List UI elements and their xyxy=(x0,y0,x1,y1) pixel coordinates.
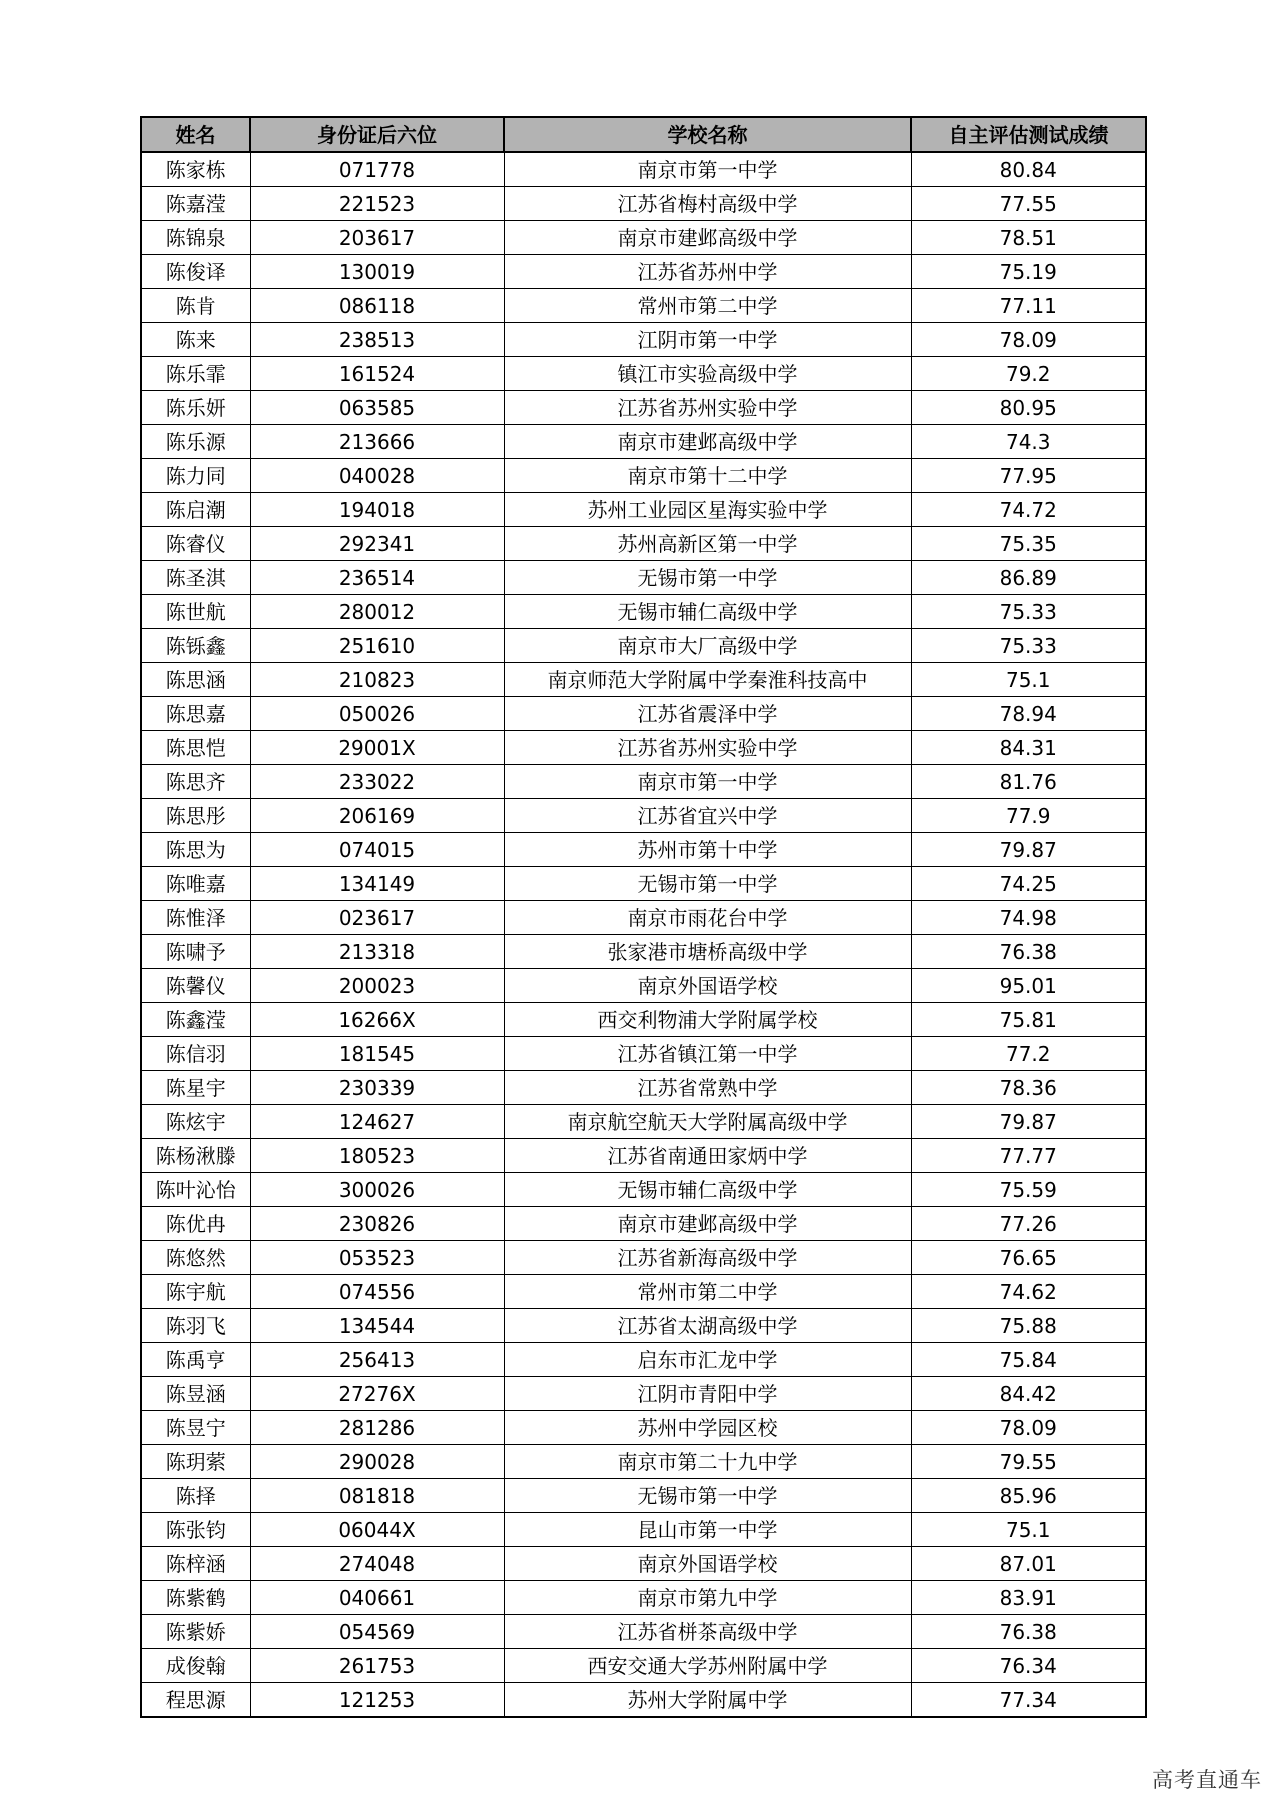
cell-name: 陈紫娇 xyxy=(141,1615,250,1649)
cell-school: 南京师范大学附属中学秦淮科技高中 xyxy=(504,663,911,697)
cell-id-last-six: 238513 xyxy=(250,323,504,357)
cell-score: 78.94 xyxy=(911,697,1146,731)
cell-school: 江苏省南通田家炳中学 xyxy=(504,1139,911,1173)
cell-name: 陈铄鑫 xyxy=(141,629,250,663)
cell-name: 陈梓涵 xyxy=(141,1547,250,1581)
cell-score: 79.87 xyxy=(911,1105,1146,1139)
cell-school: 南京外国语学校 xyxy=(504,1547,911,1581)
cell-id-last-six: 290028 xyxy=(250,1445,504,1479)
cell-score: 79.2 xyxy=(911,357,1146,391)
cell-name: 陈力同 xyxy=(141,459,250,493)
cell-id-last-six: 251610 xyxy=(250,629,504,663)
cell-school: 江苏省苏州中学 xyxy=(504,255,911,289)
cell-school: 江阴市青阳中学 xyxy=(504,1377,911,1411)
table-row xyxy=(141,1241,1146,1275)
cell-name: 陈唯嘉 xyxy=(141,867,250,901)
cell-name: 陈杨湫滕 xyxy=(141,1139,250,1173)
cell-school: 江苏省新海高级中学 xyxy=(504,1241,911,1275)
cell-name: 陈惟泽 xyxy=(141,901,250,935)
cell-score: 74.72 xyxy=(911,493,1146,527)
cell-school: 南京市建邺高级中学 xyxy=(504,425,911,459)
cell-name: 陈嘉滢 xyxy=(141,187,250,221)
cell-name: 程思源 xyxy=(141,1683,250,1718)
cell-school: 南京市第十二中学 xyxy=(504,459,911,493)
cell-score: 75.59 xyxy=(911,1173,1146,1207)
table-row xyxy=(141,1445,1146,1479)
cell-score: 75.81 xyxy=(911,1003,1146,1037)
cell-id-last-six: 200023 xyxy=(250,969,504,1003)
header-name: 姓名 xyxy=(141,117,250,152)
cell-id-last-six: 180523 xyxy=(250,1139,504,1173)
cell-name: 陈禹亨 xyxy=(141,1343,250,1377)
cell-id-last-six: 071778 xyxy=(250,152,504,187)
cell-id-last-six: 261753 xyxy=(250,1649,504,1683)
cell-id-last-six: 274048 xyxy=(250,1547,504,1581)
table-row xyxy=(141,1581,1146,1615)
cell-school: 无锡市第一中学 xyxy=(504,561,911,595)
cell-id-last-six: 074015 xyxy=(250,833,504,867)
table-row xyxy=(141,289,1146,323)
cell-name: 陈紫鹤 xyxy=(141,1581,250,1615)
table-row xyxy=(141,731,1146,765)
table-row xyxy=(141,425,1146,459)
cell-id-last-six: 300026 xyxy=(250,1173,504,1207)
cell-id-last-six: 213318 xyxy=(250,935,504,969)
cell-name: 陈鑫滢 xyxy=(141,1003,250,1037)
cell-id-last-six: 230826 xyxy=(250,1207,504,1241)
cell-score: 80.84 xyxy=(911,152,1146,187)
cell-name: 陈思嘉 xyxy=(141,697,250,731)
table-row xyxy=(141,255,1146,289)
cell-score: 77.77 xyxy=(911,1139,1146,1173)
cell-name: 陈圣淇 xyxy=(141,561,250,595)
table-row xyxy=(141,187,1146,221)
score-table xyxy=(140,116,1147,1718)
cell-score: 78.09 xyxy=(911,1411,1146,1445)
cell-school: 南京市建邺高级中学 xyxy=(504,1207,911,1241)
table-row xyxy=(141,1275,1146,1309)
table-row xyxy=(141,1105,1146,1139)
table-row xyxy=(141,357,1146,391)
cell-id-last-six: 053523 xyxy=(250,1241,504,1275)
table-row xyxy=(141,1649,1146,1683)
cell-score: 77.55 xyxy=(911,187,1146,221)
cell-id-last-six: 181545 xyxy=(250,1037,504,1071)
cell-score: 77.95 xyxy=(911,459,1146,493)
cell-name: 陈肯 xyxy=(141,289,250,323)
cell-score: 78.51 xyxy=(911,221,1146,255)
cell-id-last-six: 040028 xyxy=(250,459,504,493)
cell-score: 84.31 xyxy=(911,731,1146,765)
cell-score: 75.33 xyxy=(911,629,1146,663)
cell-id-last-six: 081818 xyxy=(250,1479,504,1513)
table-row xyxy=(141,1683,1146,1718)
cell-name: 陈张钧 xyxy=(141,1513,250,1547)
cell-name: 陈思涵 xyxy=(141,663,250,697)
cell-name: 陈乐妍 xyxy=(141,391,250,425)
cell-score: 78.36 xyxy=(911,1071,1146,1105)
cell-school: 江苏省梅村高级中学 xyxy=(504,187,911,221)
table-row xyxy=(141,493,1146,527)
cell-score: 85.96 xyxy=(911,1479,1146,1513)
cell-name: 陈启潮 xyxy=(141,493,250,527)
cell-id-last-six: 161524 xyxy=(250,357,504,391)
cell-name: 陈思恺 xyxy=(141,731,250,765)
cell-id-last-six: 134149 xyxy=(250,867,504,901)
cell-name: 陈叶沁怡 xyxy=(141,1173,250,1207)
table-row xyxy=(141,1547,1146,1581)
cell-school: 西交利物浦大学附属学校 xyxy=(504,1003,911,1037)
cell-name: 陈优冉 xyxy=(141,1207,250,1241)
cell-score: 76.65 xyxy=(911,1241,1146,1275)
table-row xyxy=(141,833,1146,867)
table-body xyxy=(141,152,1146,1717)
cell-school: 常州市第二中学 xyxy=(504,289,911,323)
cell-school: 江苏省常熟中学 xyxy=(504,1071,911,1105)
cell-score: 74.25 xyxy=(911,867,1146,901)
table-row xyxy=(141,867,1146,901)
table-row xyxy=(141,561,1146,595)
cell-school: 江苏省镇江第一中学 xyxy=(504,1037,911,1071)
cell-id-last-six: 050026 xyxy=(250,697,504,731)
table-row xyxy=(141,969,1146,1003)
cell-score: 76.34 xyxy=(911,1649,1146,1683)
table-row xyxy=(141,901,1146,935)
table-row xyxy=(141,765,1146,799)
cell-score: 78.09 xyxy=(911,323,1146,357)
cell-id-last-six: 134544 xyxy=(250,1309,504,1343)
cell-school: 江苏省宜兴中学 xyxy=(504,799,911,833)
cell-name: 陈思为 xyxy=(141,833,250,867)
cell-id-last-six: 213666 xyxy=(250,425,504,459)
table-row xyxy=(141,1513,1146,1547)
table-row xyxy=(141,935,1146,969)
cell-school: 江苏省苏州实验中学 xyxy=(504,731,911,765)
cell-id-last-six: 221523 xyxy=(250,187,504,221)
cell-score: 75.33 xyxy=(911,595,1146,629)
cell-name: 陈馨仪 xyxy=(141,969,250,1003)
cell-name: 陈啸予 xyxy=(141,935,250,969)
cell-name: 陈玥萦 xyxy=(141,1445,250,1479)
cell-id-last-six: 292341 xyxy=(250,527,504,561)
cell-school: 苏州中学园区校 xyxy=(504,1411,911,1445)
cell-school: 江苏省太湖高级中学 xyxy=(504,1309,911,1343)
table-row xyxy=(141,1615,1146,1649)
table-row xyxy=(141,1479,1146,1513)
table-row xyxy=(141,1139,1146,1173)
cell-score: 77.9 xyxy=(911,799,1146,833)
cell-name: 陈睿仪 xyxy=(141,527,250,561)
cell-name: 陈乐源 xyxy=(141,425,250,459)
cell-id-last-six: 203617 xyxy=(250,221,504,255)
cell-score: 79.55 xyxy=(911,1445,1146,1479)
cell-id-last-six: 194018 xyxy=(250,493,504,527)
cell-school: 南京市第一中学 xyxy=(504,765,911,799)
cell-name: 陈世航 xyxy=(141,595,250,629)
cell-name: 成俊翰 xyxy=(141,1649,250,1683)
cell-id-last-six: 27276X xyxy=(250,1377,504,1411)
table-row xyxy=(141,1309,1146,1343)
cell-score: 83.91 xyxy=(911,1581,1146,1615)
table-row xyxy=(141,1003,1146,1037)
cell-name: 陈炫宇 xyxy=(141,1105,250,1139)
cell-id-last-six: 29001X xyxy=(250,731,504,765)
cell-school: 南京市第一中学 xyxy=(504,152,911,187)
cell-score: 81.76 xyxy=(911,765,1146,799)
cell-id-last-six: 121253 xyxy=(250,1683,504,1718)
cell-school: 常州市第二中学 xyxy=(504,1275,911,1309)
cell-name: 陈悠然 xyxy=(141,1241,250,1275)
cell-school: 南京市雨花台中学 xyxy=(504,901,911,935)
cell-school: 无锡市辅仁高级中学 xyxy=(504,1173,911,1207)
table-row xyxy=(141,459,1146,493)
table-row xyxy=(141,629,1146,663)
cell-score: 75.1 xyxy=(911,663,1146,697)
cell-id-last-six: 236514 xyxy=(250,561,504,595)
cell-id-last-six: 233022 xyxy=(250,765,504,799)
table-row xyxy=(141,697,1146,731)
cell-score: 77.26 xyxy=(911,1207,1146,1241)
cell-school: 苏州市第十中学 xyxy=(504,833,911,867)
table-row xyxy=(141,1173,1146,1207)
cell-name: 陈思齐 xyxy=(141,765,250,799)
cell-id-last-six: 074556 xyxy=(250,1275,504,1309)
table-row xyxy=(141,391,1146,425)
cell-name: 陈思彤 xyxy=(141,799,250,833)
cell-name: 陈星宇 xyxy=(141,1071,250,1105)
cell-score: 75.1 xyxy=(911,1513,1146,1547)
cell-school: 江苏省栟茶高级中学 xyxy=(504,1615,911,1649)
cell-school: 南京市建邺高级中学 xyxy=(504,221,911,255)
cell-school: 无锡市第一中学 xyxy=(504,1479,911,1513)
cell-score: 79.87 xyxy=(911,833,1146,867)
cell-school: 昆山市第一中学 xyxy=(504,1513,911,1547)
cell-school: 苏州大学附属中学 xyxy=(504,1683,911,1718)
header-id-last-six: 身份证后六位 xyxy=(250,117,504,152)
cell-name: 陈宇航 xyxy=(141,1275,250,1309)
table-row xyxy=(141,323,1146,357)
table-row xyxy=(141,221,1146,255)
cell-school: 南京市大厂高级中学 xyxy=(504,629,911,663)
cell-score: 87.01 xyxy=(911,1547,1146,1581)
cell-id-last-six: 124627 xyxy=(250,1105,504,1139)
cell-school: 苏州工业园区星海实验中学 xyxy=(504,493,911,527)
cell-id-last-six: 054569 xyxy=(250,1615,504,1649)
table-row xyxy=(141,595,1146,629)
cell-id-last-six: 210823 xyxy=(250,663,504,697)
table-row xyxy=(141,1377,1146,1411)
table-row xyxy=(141,527,1146,561)
cell-score: 75.84 xyxy=(911,1343,1146,1377)
cell-score: 74.62 xyxy=(911,1275,1146,1309)
cell-score: 74.98 xyxy=(911,901,1146,935)
cell-score: 76.38 xyxy=(911,935,1146,969)
cell-score: 75.35 xyxy=(911,527,1146,561)
cell-score: 77.2 xyxy=(911,1037,1146,1071)
table-row xyxy=(141,799,1146,833)
cell-id-last-six: 16266X xyxy=(250,1003,504,1037)
cell-school: 南京航空航天大学附属高级中学 xyxy=(504,1105,911,1139)
cell-score: 86.89 xyxy=(911,561,1146,595)
cell-score: 95.01 xyxy=(911,969,1146,1003)
cell-id-last-six: 023617 xyxy=(250,901,504,935)
cell-school: 无锡市第一中学 xyxy=(504,867,911,901)
cell-name: 陈乐霏 xyxy=(141,357,250,391)
cell-name: 陈锦泉 xyxy=(141,221,250,255)
cell-school: 无锡市辅仁高级中学 xyxy=(504,595,911,629)
cell-school: 南京市第九中学 xyxy=(504,1581,911,1615)
cell-score: 77.11 xyxy=(911,289,1146,323)
table-row xyxy=(141,1411,1146,1445)
table-row xyxy=(141,152,1146,187)
watermark: 高考直通车 xyxy=(1152,1768,1262,1792)
table-row xyxy=(141,1207,1146,1241)
cell-score: 77.34 xyxy=(911,1683,1146,1718)
cell-id-last-six: 063585 xyxy=(250,391,504,425)
cell-id-last-six: 130019 xyxy=(250,255,504,289)
cell-score: 74.3 xyxy=(911,425,1146,459)
table-row xyxy=(141,1343,1146,1377)
cell-score: 76.38 xyxy=(911,1615,1146,1649)
cell-name: 陈昱涵 xyxy=(141,1377,250,1411)
cell-score: 75.19 xyxy=(911,255,1146,289)
cell-id-last-six: 280012 xyxy=(250,595,504,629)
cell-id-last-six: 206169 xyxy=(250,799,504,833)
table-row xyxy=(141,1071,1146,1105)
cell-school: 江苏省震泽中学 xyxy=(504,697,911,731)
cell-school: 启东市汇龙中学 xyxy=(504,1343,911,1377)
cell-id-last-six: 281286 xyxy=(250,1411,504,1445)
table-header-row xyxy=(141,117,1146,152)
cell-name: 陈羽飞 xyxy=(141,1309,250,1343)
cell-name: 陈家栋 xyxy=(141,152,250,187)
cell-score: 75.88 xyxy=(911,1309,1146,1343)
cell-school: 苏州高新区第一中学 xyxy=(504,527,911,561)
cell-school: 江苏省苏州实验中学 xyxy=(504,391,911,425)
cell-school: 西安交通大学苏州附属中学 xyxy=(504,1649,911,1683)
cell-school: 镇江市实验高级中学 xyxy=(504,357,911,391)
cell-school: 南京市第二十九中学 xyxy=(504,1445,911,1479)
header-score: 自主评估测试成绩 xyxy=(911,117,1146,152)
cell-school: 张家港市塘桥高级中学 xyxy=(504,935,911,969)
header-school: 学校名称 xyxy=(504,117,911,152)
cell-school: 江阴市第一中学 xyxy=(504,323,911,357)
cell-id-last-six: 230339 xyxy=(250,1071,504,1105)
cell-score: 80.95 xyxy=(911,391,1146,425)
cell-name: 陈择 xyxy=(141,1479,250,1513)
cell-name: 陈昱宁 xyxy=(141,1411,250,1445)
cell-school: 南京外国语学校 xyxy=(504,969,911,1003)
cell-score: 84.42 xyxy=(911,1377,1146,1411)
cell-id-last-six: 086118 xyxy=(250,289,504,323)
cell-id-last-six: 06044X xyxy=(250,1513,504,1547)
table-row xyxy=(141,1037,1146,1071)
cell-name: 陈来 xyxy=(141,323,250,357)
cell-name: 陈信羽 xyxy=(141,1037,250,1071)
table-row xyxy=(141,663,1146,697)
cell-id-last-six: 256413 xyxy=(250,1343,504,1377)
cell-id-last-six: 040661 xyxy=(250,1581,504,1615)
cell-name: 陈俊译 xyxy=(141,255,250,289)
